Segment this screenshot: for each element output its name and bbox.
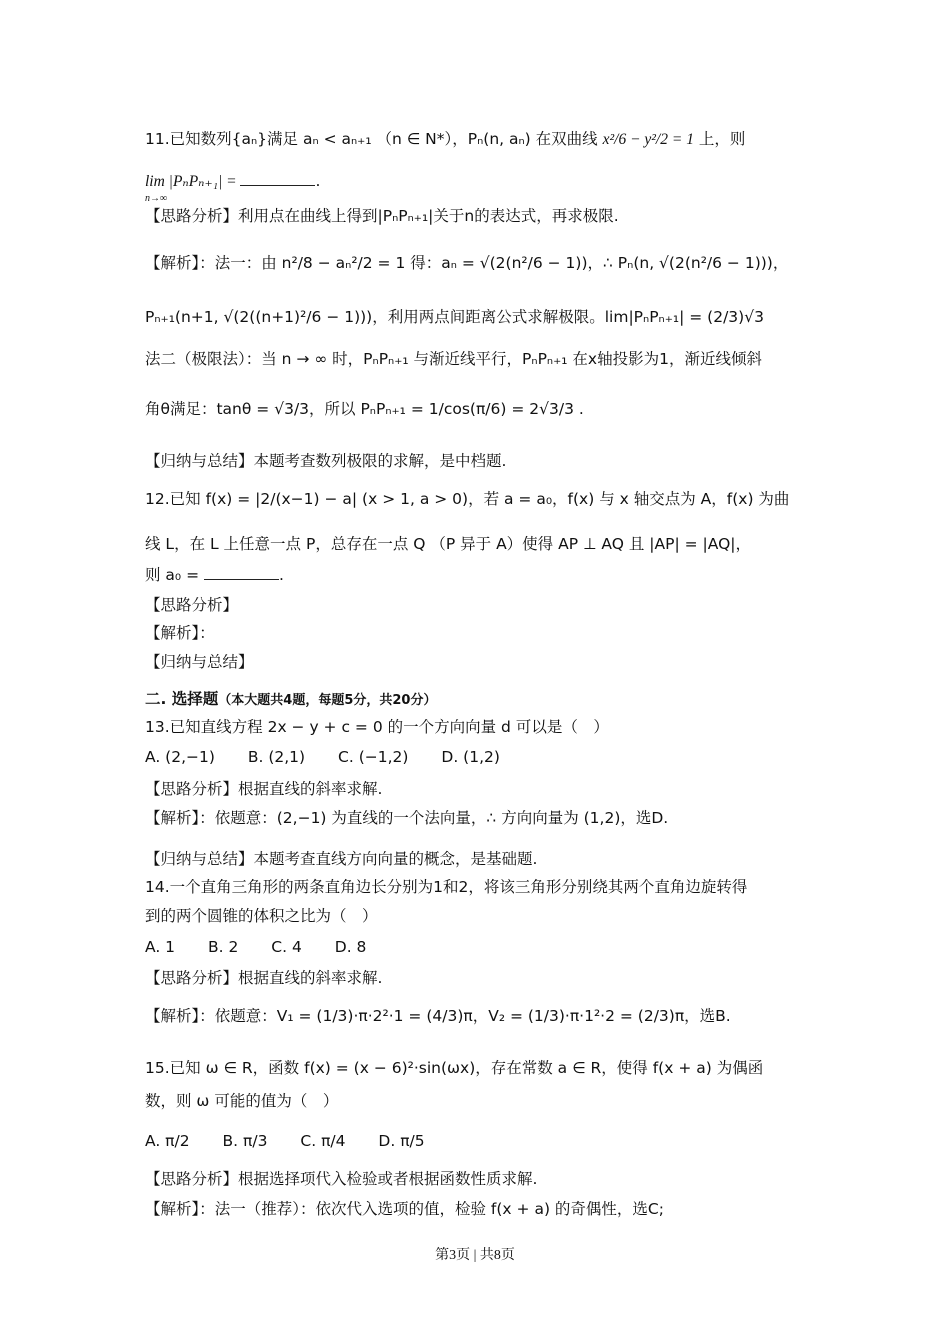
q13-summary: 【归纳与总结】本题考查直线方向向量的概念，是基础题. [145, 850, 538, 868]
answer-blank [240, 171, 315, 186]
q13-stem: 13.已知直线方程 2x − y + c = 0 的一个方向向量 d 可以是（ ） [145, 718, 609, 736]
q13-option-a[interactable]: A. (2,−1) [145, 748, 215, 766]
q14-analysis: 【思路分析】根据直线的斜率求解. [145, 969, 383, 987]
q11-analysis: 【思路分析】利用点在曲线上得到|PₙPₙ₊₁|关于n的表达式，再求极限. [145, 207, 619, 225]
q15-option-d[interactable]: D. π/5 [378, 1132, 425, 1150]
q15-option-a[interactable]: A. π/2 [145, 1132, 190, 1150]
q11-stem-line2: lim |PₙPₙ₊₁| = . n→∞ [145, 172, 321, 204]
q11-solution-line1: 【解析】：法一：由 n²/8 − aₙ²/2 = 1 得：aₙ = √(2(n²/6 − 1))，∴ Pₙ(n, √(2(n²/6 − 1)))， [145, 254, 789, 272]
q14-option-c[interactable]: C. 4 [271, 938, 302, 956]
q11-method2-line1: 法二（极限法）：当 n → ∞ 时，PₙPₙ₊₁ 与渐近线平行，PₙPₙ₊₁ 在x轴投影为1，渐近线倾斜 [145, 350, 762, 368]
q15-options [145, 1130, 453, 1152]
q13-analysis: 【思路分析】根据直线的斜率求解. [145, 780, 383, 798]
q11-hyperbola: x²/6 − y²/2 = 1 [602, 131, 694, 148]
q14-option-b[interactable]: B. 2 [207, 938, 239, 956]
q13-option-c[interactable]: C. (−1,2) [338, 748, 409, 766]
q15-stem-line1: 15.已知 ω ∈ R，函数 f(x) = (x − 6)²·sin(ωx)，存在常数 a ∈ R，使得 f(x + a) 为偶函 [145, 1059, 764, 1077]
q12-stem-line1: 12.已知 f(x) = |2/(x−1) − a| (x > 1, a > 0)，若 a = a₀，f(x) 与 x 轴交点为 A，f(x) 为曲 [145, 490, 790, 508]
q12-analysis: 【思路分析】 [145, 596, 239, 614]
page-footer: 第3页 | 共8页 [435, 1248, 515, 1263]
q14-option-a[interactable]: A. 1 [145, 938, 176, 956]
q14-solution: 【解析】：依题意：V₁ = (1/3)·π·2²·1 = (4/3)π，V₂ = (1/3)·π·1²·2 = (2/3)π，选B. [145, 1007, 731, 1025]
section-title: 二. 选择题（本大题共4题，每题5分，共20分） [145, 690, 437, 708]
q15-option-c[interactable]: C. π/4 [300, 1132, 346, 1150]
q15-analysis: 【思路分析】根据选择项代入检验或者根据函数性质求解. [145, 1170, 538, 1188]
q13-options [145, 746, 528, 768]
answer-blank [204, 565, 279, 580]
q13-option-d[interactable]: D. (1,2) [441, 748, 500, 766]
q11-method2-line2: 角θ满足：tanθ = √3/3，所以 PₙPₙ₊₁ = 1/cos(π/6) = 2√3/3 . [145, 400, 584, 418]
q14-options [145, 936, 394, 958]
q12-solution: 【解析】： [145, 624, 215, 642]
q12-stem-line3: 则 a₀ = . [145, 566, 284, 584]
q11-solution-line2: Pₙ₊₁(n+1, √(2((n+1)²/6 − 1)))，利用两点间距离公式求解极限。lim|PₙPₙ₊₁| = (2/3)√3 [145, 308, 764, 326]
q15-solution: 【解析】：法一（推荐）：依次代入选项的值，检验 f(x + a) 的奇偶性，选C; [145, 1200, 664, 1218]
q12-stem-line2: 线 L，在 L 上任意一点 P，总存在一点 Q （P 异于 A）使得 AP ⊥ AQ 且 |AP| = |AQ|， [145, 535, 752, 553]
q15-option-b[interactable]: B. π/3 [222, 1132, 268, 1150]
q13-solution: 【解析】：依题意：(2,−1) 为直线的一个法向量，∴ 方向向量为 (1,2)，选D. [145, 809, 669, 827]
q13-option-b[interactable]: B. (2,1) [247, 748, 306, 766]
q11-summary: 【归纳与总结】本题考查数列极限的求解，是中档题. [145, 452, 507, 470]
q15-stem-line2: 数，则 ω 可能的值为（ ） [145, 1092, 339, 1110]
q14-stem-line1: 14.一个直角三角形的两条直角边长分别为1和2，将该三角形分别绕其两个直角边旋转得 [145, 878, 748, 896]
q14-option-d[interactable]: D. 8 [334, 938, 367, 956]
q14-stem-line2: 到的两个圆锥的体积之比为（ ） [145, 907, 378, 925]
q12-summary: 【归纳与总结】 [145, 653, 254, 671]
q11-stem-line1: 11.已知数列{aₙ}满足 aₙ < aₙ₊₁ （n ∈ N*），Pₙ(n, aₙ) 在双曲线 x²/6 − y²/2 = 1 上，则 [145, 130, 746, 148]
